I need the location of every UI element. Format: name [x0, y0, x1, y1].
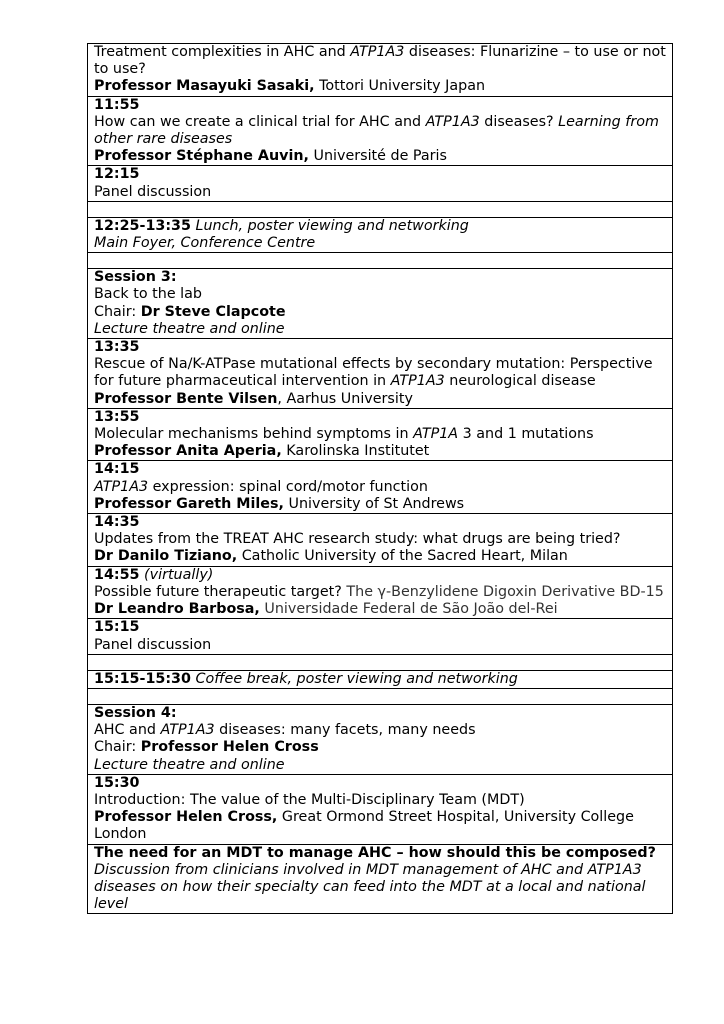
session-heading: Session 3:	[94, 269, 177, 286]
talk-title: Possible future therapeutic target?	[94, 583, 347, 600]
break-location: Main Foyer, Conference Centre	[94, 235, 316, 252]
talk-title-cont: neurological disease	[444, 373, 596, 390]
talk-time: 14:55	[94, 566, 140, 583]
speaker-affiliation: Universidade Federal de São João del-Rei	[259, 601, 558, 618]
talk-title: Introduction: The value of the Multi-Disciplinary Team (MDT)	[94, 791, 525, 808]
talk-title-cont: diseases?	[479, 113, 559, 130]
discussion-title: The need for an MDT to manage AHC – how should this be composed?	[94, 844, 656, 861]
talk-title: How can we create a clinical trial for AHC and	[94, 113, 426, 130]
session-heading: Session 4:	[94, 704, 177, 721]
talk-row-mechanisms	[88, 408, 673, 461]
speaker-name: Professor Anita Aperia,	[94, 443, 282, 460]
talk-row-flunarizine	[88, 44, 673, 97]
session-cell	[88, 269, 673, 339]
speaker-affiliation: Université de Paris	[308, 148, 447, 165]
speaker-affiliation: Catholic University of the Sacred Heart, Milan	[237, 548, 568, 565]
break-cell	[88, 217, 673, 252]
talk-title: Molecular mechanisms behind symptoms in	[94, 426, 414, 443]
panel-label: Panel discussion	[94, 636, 212, 653]
break-title: Coffee break, poster viewing and networking	[190, 670, 518, 687]
talk-time: 14:15	[94, 461, 140, 478]
talk-cell	[88, 566, 673, 619]
panel-row-2	[88, 619, 673, 654]
speaker-affiliation: Karolinska Institutet	[281, 443, 430, 460]
lunch-row	[88, 217, 673, 252]
talk-time: 12:15	[94, 166, 140, 183]
talk-time: 13:55	[94, 408, 140, 425]
discussion-description: Discussion from clinicians involved in MDT management of AHC and ATP1A3 diseases on how their specialty can feed into the MDT at a local and national level	[94, 861, 646, 913]
break-title: Lunch, poster viewing and networking	[190, 217, 469, 234]
talk-title-cont: diseases: Flunarizine – to use or not to use?	[94, 44, 666, 78]
speaker-name: Professor Masayuki Sasaki,	[94, 78, 315, 95]
talk-row-expression	[88, 461, 673, 514]
talk-cell	[88, 461, 673, 514]
talk-time: 15:15	[94, 619, 140, 636]
talk-cell	[88, 96, 673, 166]
talk-cell	[88, 408, 673, 461]
talk-cell	[88, 514, 673, 567]
talk-row-rescue	[88, 339, 673, 409]
talk-row-clinical-trial	[88, 96, 673, 166]
talk-time: 11:55	[94, 96, 140, 113]
session-3-header	[88, 269, 673, 339]
break-time: 15:15-15:30	[94, 670, 191, 687]
programme-table	[87, 43, 673, 914]
talk-cell	[88, 844, 673, 914]
session-cell	[88, 704, 673, 774]
coffee-row	[88, 670, 673, 688]
chair-name: Dr Steve Clapcote	[140, 303, 286, 320]
speaker-name: Professor Bente Vilsen	[94, 390, 278, 407]
speaker-affiliation: Tottori University Japan	[314, 78, 486, 95]
speaker-affiliation: Great Ormond Street Hospital, University College London	[94, 809, 634, 843]
spacer-cell	[88, 253, 673, 269]
talk-time: 15:30	[94, 774, 140, 791]
gene-name: ATP1A3	[94, 478, 149, 495]
spacer-row	[88, 688, 673, 704]
spacer-row	[88, 201, 673, 217]
speaker-affiliation: , Aarhus University	[277, 390, 413, 407]
gene-name: ATP1A	[413, 426, 459, 443]
spacer-cell	[88, 654, 673, 670]
break-cell	[88, 670, 673, 688]
speaker-name: Dr Leandro Barbosa,	[94, 601, 260, 618]
talk-title: Treatment complexities in AHC and	[94, 44, 351, 60]
session-4-header	[88, 704, 673, 774]
spacer-row	[88, 654, 673, 670]
spacer-row	[88, 253, 673, 269]
talk-title-cont: 3 and 1 mutations	[458, 426, 594, 443]
spacer-cell	[88, 688, 673, 704]
talk-row-mdt-intro	[88, 774, 673, 844]
talk-cell	[88, 44, 673, 97]
speaker-name: Professor Gareth Miles,	[94, 495, 284, 512]
chair-name: Professor Helen Cross	[140, 739, 319, 756]
talk-note: (virtually)	[139, 566, 214, 583]
talk-time: 14:35	[94, 514, 140, 531]
session-venue: Lecture theatre and online	[94, 320, 285, 337]
talk-title-cont: The γ-Benzylidene Digoxin Derivative BD-15	[346, 583, 664, 600]
talk-title-cont: expression: spinal cord/motor function	[148, 478, 428, 495]
session-title-cont: diseases: many facets, many needs	[214, 722, 476, 739]
talk-title: Rescue of Na/K-ATPase mutational effects by secondary mutation: Perspective for future pharmaceutical intervention in	[94, 356, 653, 390]
talk-row-mdt-discussion	[88, 844, 673, 914]
panel-row-1	[88, 166, 673, 201]
panel-label: Panel discussion	[94, 183, 212, 200]
speaker-name: Professor Helen Cross,	[94, 809, 278, 826]
talk-subtitle: Learning from other rare diseases	[94, 113, 659, 148]
chair-label: Chair:	[94, 303, 141, 320]
gene-name: ATP1A3	[390, 373, 445, 390]
talk-title: Updates from the TREAT AHC research study: what drugs are being tried?	[94, 531, 621, 548]
gene-name: ATP1A3	[160, 722, 215, 739]
chair-label: Chair:	[94, 739, 141, 756]
speaker-name: Professor Stéphane Auvin,	[94, 148, 309, 165]
talk-row-treat-ahc	[88, 514, 673, 567]
talk-cell	[88, 774, 673, 844]
session-venue: Lecture theatre and online	[94, 756, 285, 773]
speaker-name: Dr Danilo Tiziano,	[94, 548, 238, 565]
session-title: Back to the lab	[94, 286, 202, 303]
panel-cell	[88, 166, 673, 201]
gene-name: ATP1A3	[350, 44, 405, 60]
session-title: AHC and	[94, 722, 161, 739]
gene-name: ATP1A3	[425, 113, 480, 130]
break-time: 12:25-13:35	[94, 217, 191, 234]
talk-cell	[88, 339, 673, 409]
talk-time: 13:35	[94, 339, 140, 356]
speaker-affiliation: University of St Andrews	[283, 495, 465, 512]
spacer-cell	[88, 201, 673, 217]
panel-cell	[88, 619, 673, 654]
talk-row-target	[88, 566, 673, 619]
